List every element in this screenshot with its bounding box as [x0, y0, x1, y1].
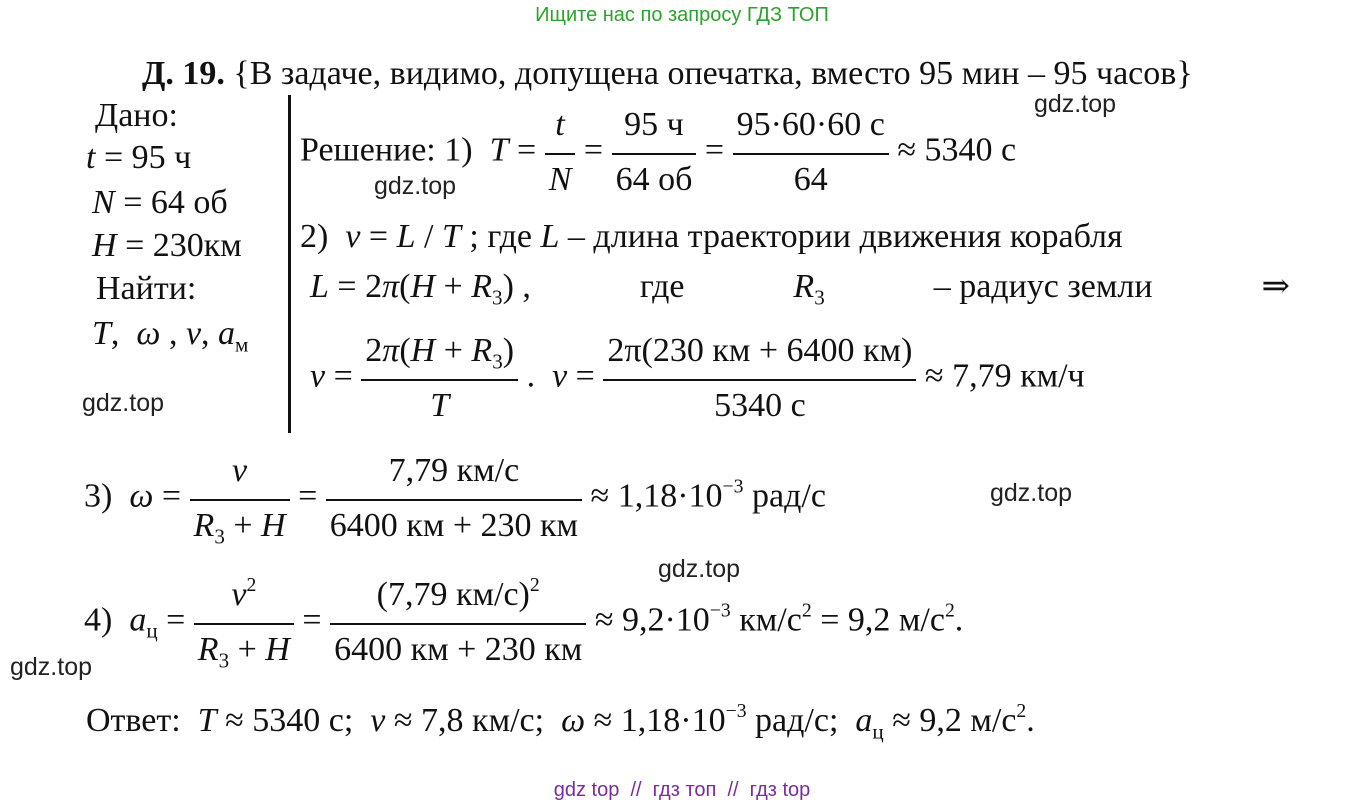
- step1-formula: Решение: 1) T = $\frac{t}{N}$ = $\frac{95 ч}{64 об}$ = $\frac{95\cdot 60\cdot 60 с}{64}$ ≈ 5340 с: [300, 106, 1017, 198]
- promo-text: Ищите нас по запросу ГДЗ ТОП: [535, 4, 829, 26]
- watermark: gdz.top: [374, 172, 457, 200]
- step4-formula: 4) $a_ц$ = $\frac{v^2}{R_3 + H}$ = $\frac{(7,79 км/с)^2}{6400 км + 230 км}$ ≈ $9,2\cdot 10^{-3}$ $км/с^2 = 9,2$ $м/с^2$.: [84, 574, 964, 672]
- given-t: t = 95 ч: [86, 139, 192, 176]
- step2-formula: 2) v = L / T ; где L – длина траектории движения корабля: [300, 218, 1123, 255]
- given-divider: [288, 95, 291, 433]
- watermark: gdz.top: [82, 389, 165, 417]
- problem-note: {В задаче, видимо, допущена опечатка, вместо 95 мин – 95 часов}: [233, 55, 1193, 92]
- L-formula: $L = 2\pi(H + R_3)$ , где $R_3$ – радиус земли ⇒: [310, 268, 1290, 310]
- problem-number: Д. 19.: [142, 55, 225, 92]
- given-N: N = 64 об: [92, 184, 228, 221]
- watermark: gdz.top: [1034, 90, 1117, 118]
- v-formula: v = $\frac{2\pi(H + R_3)}{T}$ . v = $\frac{2\pi(230 км + 6400 км)}{5340 с}$ ≈ 7,79 км/ч: [310, 332, 1085, 424]
- watermark: gdz.top: [10, 653, 93, 681]
- given-H: H = 230км: [92, 227, 242, 264]
- watermark: gdz.top: [658, 555, 741, 583]
- problem-header: [142, 57, 1193, 91]
- step3-formula: 3) ω = $\frac{v}{R_3 + H}$ = $\frac{7,79 км/с}{6400 км + 230 км}$ ≈ $1,18\cdot 10^{-3}$ рад/с: [84, 452, 826, 548]
- footer-links: gdz top // гдз топ // гдз top: [553, 779, 811, 801]
- find-title: Найти:: [96, 270, 197, 307]
- given-title: Дано:: [95, 97, 178, 134]
- watermark: gdz.top: [990, 479, 1073, 507]
- find-vars: T, ω , v, $a_м$: [92, 315, 249, 357]
- answer-line: Ответ: T ≈ 5340 с; v ≈ 7,8 км/с; $\omega \approx 1,18\cdot 10^{-3}$ рад/с; $a_ц \approx 9,2$ $м/с^2$.: [86, 700, 1035, 744]
